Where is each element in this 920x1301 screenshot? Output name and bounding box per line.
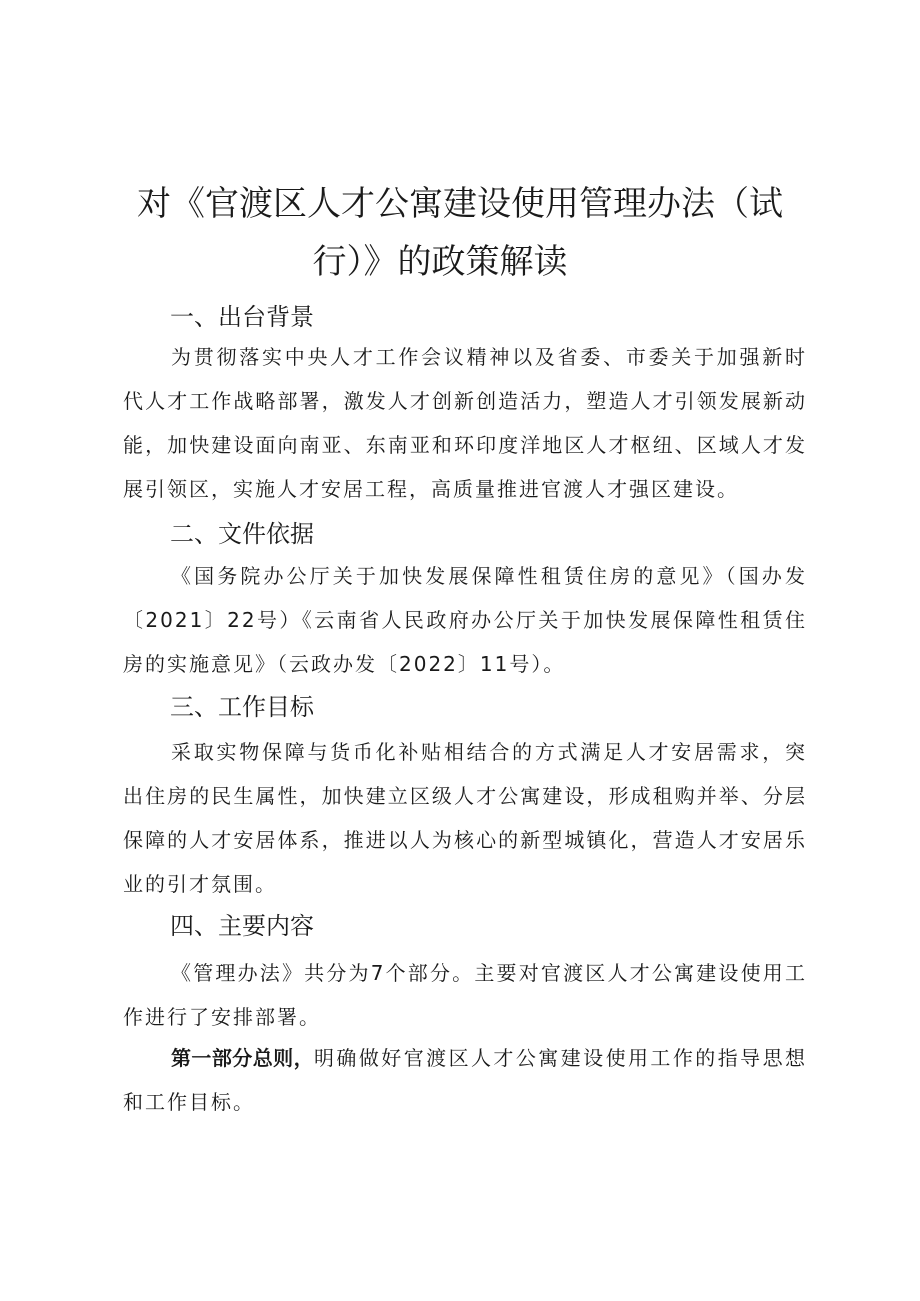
title-line-1: 对《官渡区人才公寓建设使用管理办法（试 — [137, 183, 783, 224]
section-paragraph-background: 为贯彻落实中央人才工作会议精神以及省委、市委关于加强新时代人才工作战略部署，激发人才创新创造活力，塑造人才引领发展新动能，加快建设面向南亚、东南亚和环印度洋地区人才枢纽、区域人才发展引领区，实施人才安居工程，高质量推进官渡人才强区建设。 — [123, 345, 807, 501]
section-heading-goals: 三、工作目标 — [170, 693, 314, 721]
section-heading-content: 四、主要内容 — [170, 912, 314, 940]
section-paragraph-content: 《管理办法》共分为7个部分。主要对官渡区人才公寓建设使用工作进行了安排部署。 — [123, 961, 807, 1029]
part-one-label: 第一部分总则， — [171, 1046, 314, 1070]
section-paragraph-basis: 《国务院办公厅关于加快发展保障性租赁住房的意见》（国办发〔2021〕22号）《云南省人民政府办公厅关于加快发展保障性租赁住房的实施意见》（云政办发〔2022〕11号）。 — [123, 564, 807, 676]
part-one-paragraph — [123, 1036, 807, 1124]
section-heading-basis: 二、文件依据 — [170, 520, 314, 548]
section-paragraph-goals: 采取实物保障与货币化补贴相结合的方式满足人才安居需求，突出住房的民生属性，加快建立区级人才公寓建设，形成租购并举、分层保障的人才安居体系，推进以人为核心的新型城镇化，营造人才安居乐业的引才氛围。 — [123, 740, 807, 896]
document-title — [120, 181, 800, 285]
part-one-text: 明确做好官渡区人才公寓建设使用工作的指导思想和工作目标。 — [123, 1046, 807, 1114]
section-heading-background: 一、出台背景 — [170, 303, 314, 331]
title-line-2: 行）》的政策解读 — [312, 241, 568, 282]
